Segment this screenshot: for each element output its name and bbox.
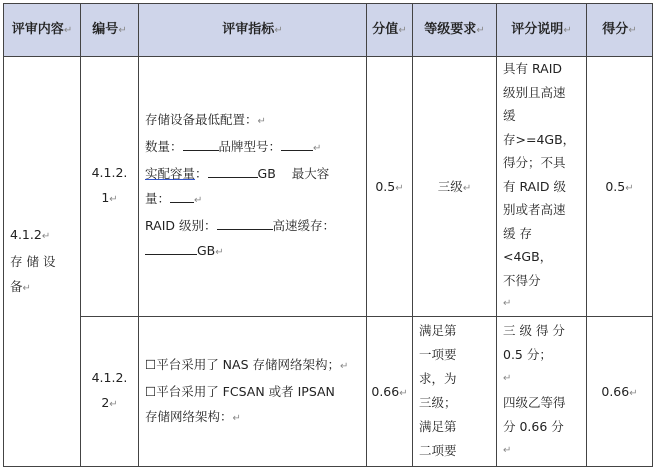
section-title: 存 储 设: [10, 253, 56, 269]
row-explanation: 三 级 得 分 0.5 分； ↵ 四级乙等得 分 0.66 分 ↵: [497, 316, 587, 466]
review-table: [3, 3, 653, 467]
row-level: 满足第 一项要 求，为 三级； 满足第 二项要: [413, 316, 497, 466]
header-score: 分值↵: [367, 4, 413, 57]
row-indicator: 存储设备最低配置：↵ 数量： 品牌型号： ↵ 实配容量： GB 最大容 量： ↵ RAID 级别： 高速缓存： GB↵: [139, 57, 367, 317]
header-explanation: 评分说明↵: [497, 4, 587, 57]
section-title-end: 备↵: [10, 278, 31, 294]
header-indicator: 评审指标↵: [139, 4, 367, 57]
header-content: 评审内容↵: [4, 4, 81, 57]
row-score: 0.66↵: [367, 316, 413, 466]
section-cell: [4, 57, 81, 467]
section-id: 4.1.2↵: [10, 226, 51, 242]
header-row: [4, 4, 653, 57]
row-got: 0.66↵: [587, 316, 653, 466]
row-indicator: ☐平台采用了 NAS 存储网络架构；↵ ☐平台采用了 FCSAN 或者 IPSAN 存储网络架构：↵: [139, 316, 367, 466]
row-number: 4.1.2. 1↵: [81, 57, 139, 317]
header-number: 编号↵: [81, 4, 139, 57]
table-row: [4, 57, 653, 317]
header-level: 等级要求↵: [413, 4, 497, 57]
row-number: 4.1.2. 2↵: [81, 316, 139, 466]
row-score: 0.5↵: [367, 57, 413, 317]
table-row: [4, 316, 653, 466]
row-got: 0.5↵: [587, 57, 653, 317]
row-explanation: 具有 RAID 级别且高速 缓 存>=4GB， 得分；不具 有 RAID 级 别或者高速 缓 存 <4GB， 不得分 ↵: [497, 57, 587, 317]
header-got: 得分↵: [587, 4, 653, 57]
row-level: 三级↵: [413, 57, 497, 317]
